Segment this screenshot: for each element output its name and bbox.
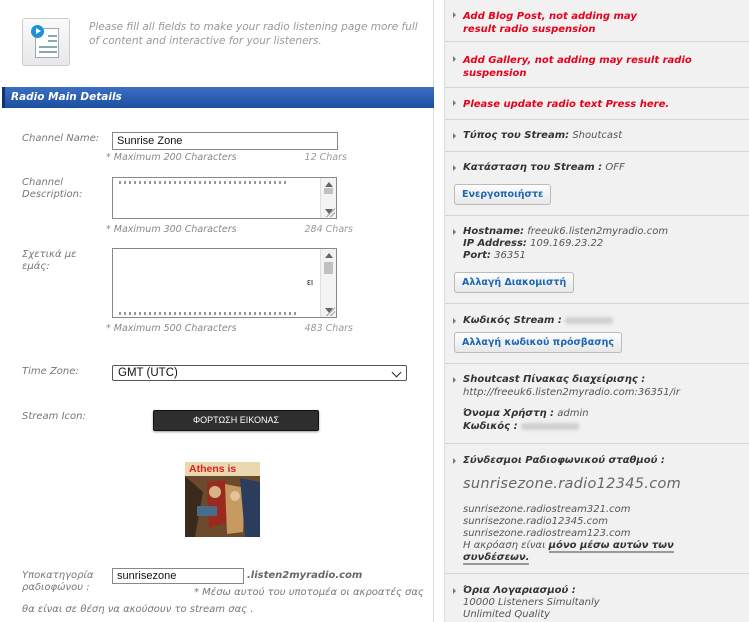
admin-panel-box bbox=[445, 364, 749, 444]
channel-description-hint: * Maximum 300 Characters bbox=[106, 224, 237, 235]
links-note: Η ακρόαση είναι μόνο μέσω αυτών των συνδέσεων. bbox=[463, 540, 674, 563]
channel-name-input[interactable] bbox=[112, 132, 338, 150]
quality-limit: Unlimited Quality bbox=[463, 609, 551, 620]
arrow-right-icon bbox=[453, 165, 459, 171]
subdomain-suffix: .listen2myradio.com bbox=[247, 570, 363, 581]
account-limits-box bbox=[445, 574, 749, 622]
channel-description-textarea[interactable] bbox=[112, 177, 337, 219]
channel-description-count: 284 Chars bbox=[304, 224, 353, 235]
arrow-right-icon bbox=[453, 12, 459, 18]
time-zone-select[interactable] bbox=[112, 365, 407, 381]
resize-handle-icon[interactable] bbox=[325, 207, 335, 217]
hostname: Hostname: freeuk6.listen2myradio.com bbox=[463, 226, 669, 237]
station-links-label: Σύνδεσμοι Ραδιοφωνικού σταθμού : bbox=[463, 455, 665, 466]
listeners-limit: 10000 Listeners Simultanly bbox=[463, 597, 600, 608]
stream-type: Τύπος του Stream: Shoutcast bbox=[463, 130, 623, 141]
stream-status-box bbox=[445, 152, 749, 216]
admin-username: Όνομα Χρήστη : admin bbox=[463, 408, 589, 419]
admin-password: Κωδικός : bbox=[463, 421, 579, 433]
resize-handle-icon[interactable] bbox=[325, 306, 335, 316]
subdomain-label: Υποκατηγορία ραδιοφώνου : bbox=[22, 570, 94, 593]
subdomain-note: * Μέσω αυτού του υποτομέα οι ακροατές σας θα είναι σε θέση να ακούσουν το stream σας . bbox=[22, 587, 424, 615]
station-link-3[interactable]: sunrisezone.radiostream123.com bbox=[463, 528, 631, 539]
station-link-2[interactable]: sunrisezone.radio12345.com bbox=[463, 516, 609, 527]
account-limits-label: Όρια Λογαριασμού : bbox=[463, 585, 576, 596]
radio-text-warning-box bbox=[445, 88, 749, 120]
about-hint: * Maximum 500 Characters bbox=[106, 323, 237, 334]
subdomain-input[interactable] bbox=[112, 568, 244, 584]
intro-text: Please fill all fields to make your radio listening page more full of content and interactive for your listeners. bbox=[89, 21, 418, 47]
channel-description-label: Channel Description: bbox=[22, 177, 83, 200]
gallery-warning-link[interactable]: Add Gallery, not adding may result radio suspension bbox=[463, 55, 692, 79]
chevron-down-icon bbox=[392, 368, 402, 378]
scroll-up-icon[interactable] bbox=[325, 253, 333, 258]
time-zone-label: Time Zone: bbox=[22, 366, 79, 377]
arrow-right-icon bbox=[453, 318, 459, 324]
arrow-right-icon bbox=[453, 377, 459, 383]
server-box bbox=[445, 216, 749, 304]
hidden-password bbox=[521, 423, 579, 430]
stream-icon-image bbox=[185, 462, 260, 537]
station-link-1[interactable]: sunrisezone.radiostream321.com bbox=[463, 504, 631, 515]
time-zone-value: GMT (UTC) bbox=[118, 367, 178, 379]
activate-stream-button[interactable]: Ενεργοποιήστε bbox=[454, 184, 551, 205]
radio-text-warning-link[interactable]: Please update radio text Press here. bbox=[463, 99, 670, 110]
about-count: 483 Chars bbox=[304, 323, 353, 334]
arrow-right-icon bbox=[453, 133, 459, 139]
section-title: Radio Main Details bbox=[2, 87, 434, 108]
ip-address: IP Address: 109.169.23.22 bbox=[463, 238, 604, 249]
about-label: Σχετικά με εμάς: bbox=[22, 249, 77, 272]
channel-name-count: 12 Chars bbox=[304, 152, 347, 163]
play-icon bbox=[31, 25, 44, 38]
arrow-right-icon bbox=[453, 100, 459, 106]
stream-icon-label: Stream Icon: bbox=[22, 411, 86, 422]
gallery-warning-box bbox=[445, 42, 749, 88]
intro-section bbox=[0, 0, 434, 84]
stream-code-box bbox=[445, 304, 749, 364]
channel-name-hint: * Maximum 200 Characters bbox=[106, 152, 237, 163]
admin-panel-url[interactable]: http://freeuk6.listen2myradio.com:36351/ir bbox=[463, 387, 680, 398]
about-text-fragment: ει bbox=[307, 277, 314, 287]
about-textarea[interactable] bbox=[112, 248, 337, 318]
admin-panel-label: Shoutcast Πίνακας διαχείρισης : bbox=[463, 374, 646, 385]
blog-warning-box bbox=[445, 0, 749, 42]
blog-warning-link[interactable]: Add Blog Post, not adding may result radio suspension bbox=[463, 11, 637, 35]
stream-type-box bbox=[445, 120, 749, 152]
channel-name-label: Channel Name: bbox=[22, 133, 100, 144]
hidden-stream-code bbox=[565, 317, 613, 324]
image-caption: Athens is bbox=[189, 463, 237, 475]
arrow-right-icon bbox=[453, 56, 459, 62]
stream-status: Κατάσταση του Stream : OFF bbox=[463, 162, 625, 173]
scroll-up-icon[interactable] bbox=[325, 182, 333, 187]
station-links-box bbox=[445, 444, 749, 574]
primary-station-link[interactable]: sunrisezone.radio12345.com bbox=[463, 476, 682, 492]
change-password-button[interactable]: Αλλαγή κωδικού πρόσβασης bbox=[454, 332, 622, 353]
arrow-right-icon bbox=[453, 458, 459, 464]
port: Port: 36351 bbox=[463, 250, 526, 261]
stream-info-sidebar bbox=[444, 0, 749, 622]
stream-code: Κωδικός Stream : bbox=[463, 315, 613, 327]
change-server-button[interactable]: Αλλαγή Διακομιστή bbox=[454, 272, 574, 293]
arrow-right-icon bbox=[453, 588, 459, 594]
arrow-right-icon bbox=[453, 229, 459, 235]
radio-page-icon bbox=[22, 18, 70, 66]
upload-image-button[interactable]: ΦΟΡΤΩΣΗ ΕΙΚΟΝΑΣ bbox=[153, 410, 319, 431]
